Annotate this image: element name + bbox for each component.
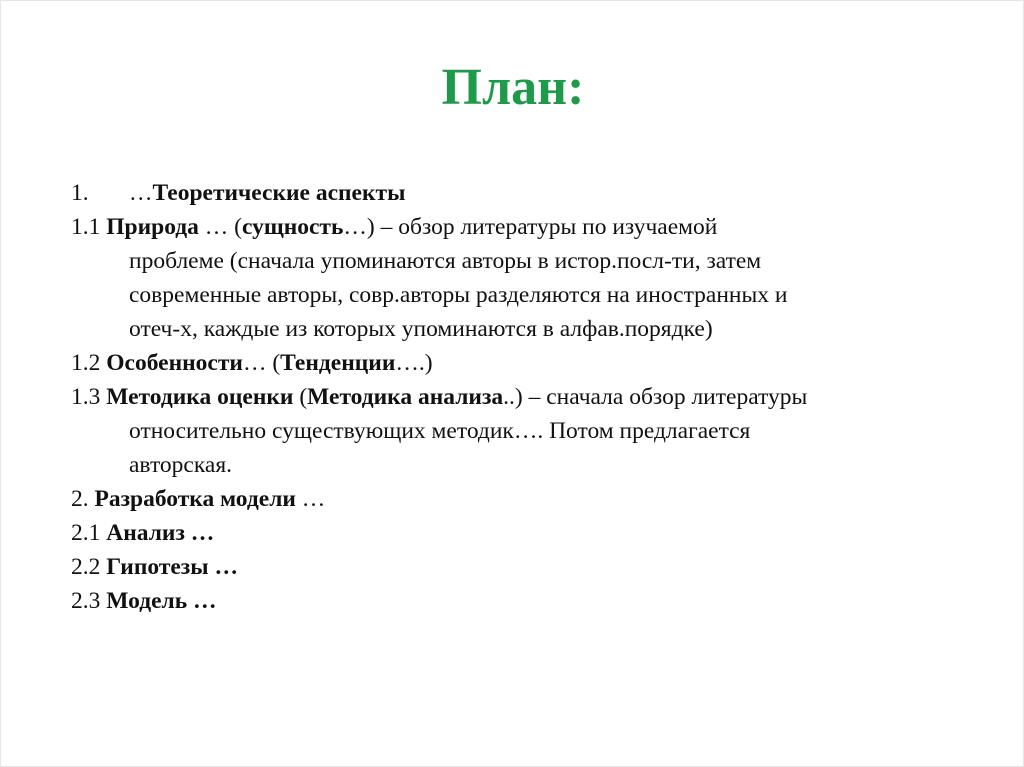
plan-item-heading: Анализ … <box>106 520 215 546</box>
plan-item-heading: сущность <box>242 214 344 240</box>
plan-item-number: 2.3 <box>71 588 107 614</box>
plan-item-text: … ( <box>242 350 281 376</box>
plan-item <box>71 176 981 210</box>
plan-item-continuation: проблеме (сначала упоминаются авторы в истор.посл-ти, затем <box>129 248 762 274</box>
plan-item-text: ….) <box>395 350 433 376</box>
plan-item-continuation: относительно существующих методик…. Потом предлагается <box>129 418 751 444</box>
plan-item-continuation: современные авторы, совр.авторы разделяются на иностранных и <box>129 282 788 308</box>
plan-item-heading: Особенности <box>106 350 243 376</box>
plan-item <box>71 584 981 618</box>
plan-item-heading: Разработка модели <box>94 486 296 512</box>
plan-item <box>71 516 981 550</box>
plan-item <box>71 380 981 414</box>
plan-item-text: ..) – сначала обзор литературы <box>503 384 808 410</box>
plan-item-heading: Тенденции <box>280 350 396 376</box>
plan-item-text: …) – обзор литературы по изучаемой <box>343 214 718 240</box>
plan-item-heading: Методика анализа <box>307 384 504 410</box>
plan-item-number: 2.1 <box>71 520 107 546</box>
plan-item-number: 1.2 <box>71 350 107 376</box>
plan-list <box>71 176 981 618</box>
plan-item <box>71 550 981 584</box>
plan-item-number: 1.1 <box>71 214 107 240</box>
plan-item-heading: Природа <box>106 214 199 240</box>
plan-item-heading: Теоретические аспекты <box>152 180 406 206</box>
plan-item-heading: Методика оценки <box>106 384 294 410</box>
plan-item <box>71 210 981 244</box>
plan-item-text: ( <box>293 384 308 410</box>
plan-item-number: 2.2 <box>71 554 107 580</box>
plan-item <box>71 346 981 380</box>
plan-item-text: … <box>295 486 326 512</box>
plan-item-continuation: авторская. <box>129 452 233 478</box>
plan-item-text: … ( <box>198 214 242 240</box>
plan-item <box>71 482 981 516</box>
plan-item-continuation: отеч-х, каждые из которых упоминаются в алфав.порядке) <box>129 316 713 342</box>
plan-item-number: 1.3 <box>71 384 107 410</box>
plan-item-number: 2. <box>71 486 95 512</box>
plan-item-number: 1. <box>71 180 89 206</box>
plan-item-heading: Модель … <box>106 588 217 614</box>
slide-title: План: <box>441 59 585 116</box>
plan-item-heading: Гипотезы … <box>106 554 238 580</box>
plan-item-text: … <box>129 180 153 206</box>
